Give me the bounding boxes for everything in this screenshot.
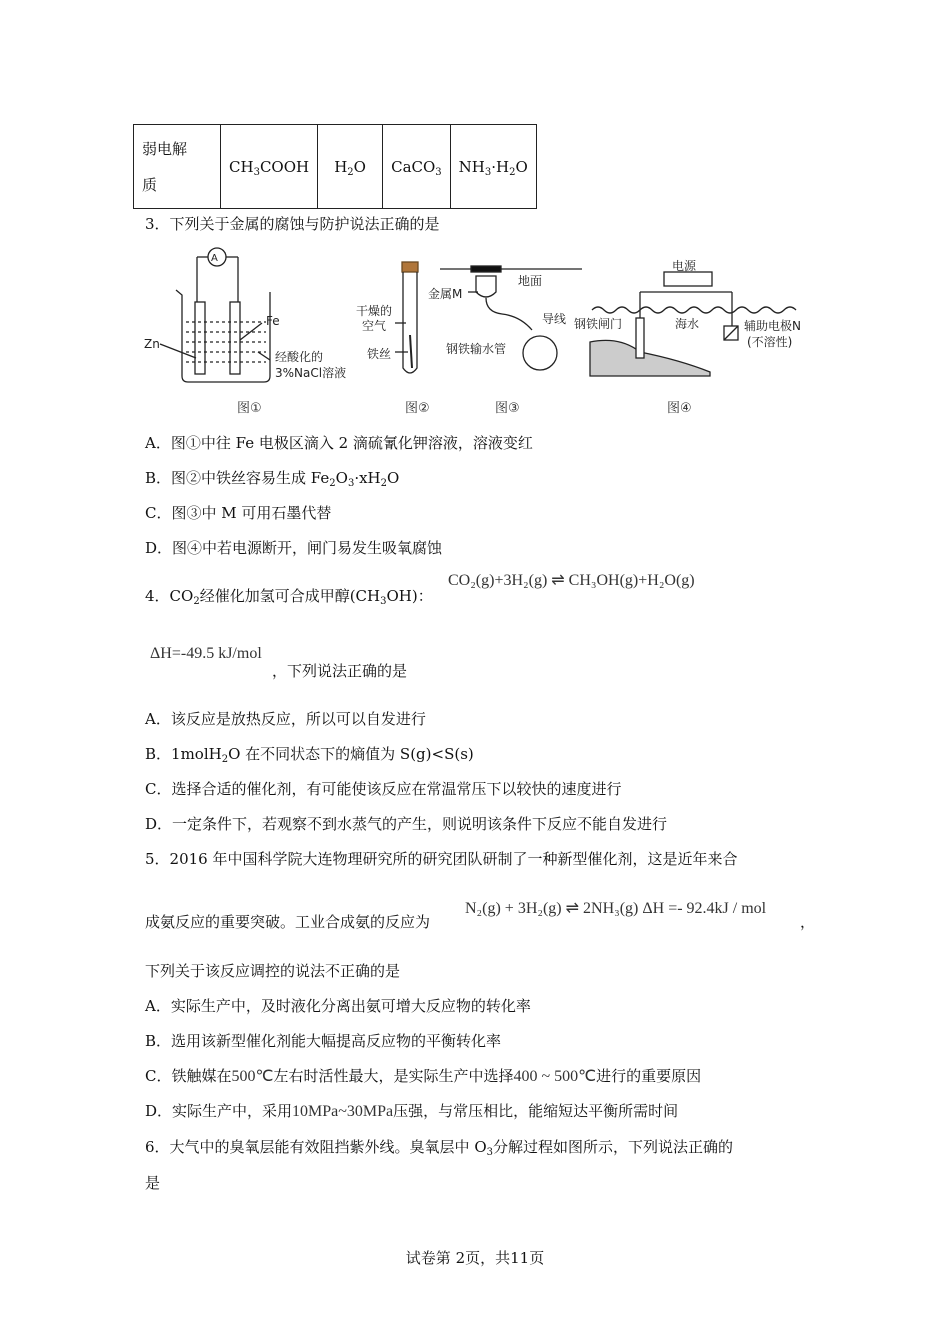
figure-2-test-tube (395, 262, 418, 373)
figure-1-caption: 图① (237, 401, 262, 416)
q5-option-d[interactable]: D．实际生产中，采用10MPa~30MPa压强，与常压相比，能缩短达平衡所需时间 (145, 1102, 679, 1120)
electrolyte-table (133, 124, 537, 209)
q4-option-c[interactable]: C．选择合适的催化剂，有可能使该反应在常温常压下以较快的速度进行 (145, 780, 622, 798)
solution-label-1: 经酸化的 (275, 350, 324, 364)
q4-option-d[interactable]: D．一定条件下，若观察不到水蒸气的产生，则说明该条件下反应不能自发进行 (145, 815, 668, 833)
table-label-cell: 弱电解 质 (134, 125, 221, 209)
figure-2-caption: 图② (405, 401, 430, 416)
ground-label: 地面 (518, 274, 543, 288)
cell-ch3cooh: $CH_3COOH$ (221, 125, 318, 209)
cell-nh3h2o: $NH_3\cdot H_2O$ (450, 125, 536, 209)
q3-figures (140, 240, 820, 420)
steel-gate-label: 钢铁闸门 (574, 317, 623, 331)
q5-stem-2: 成氨反应的重要突破。工业合成氨的反应为 (145, 913, 431, 931)
zn-label: Zn (144, 337, 160, 351)
cell-caco3: CaCO$_3$ (383, 125, 451, 209)
aux-electrode-label: 辅助电极N (744, 319, 801, 333)
q3-stem: 3．下列关于金属的腐蚀与防护说法正确的是 (145, 215, 440, 233)
figure-1-galvanic-cell (160, 248, 270, 382)
iron-wire-label: 铁丝 (367, 347, 392, 361)
q3-option-d[interactable]: D．图④中若电源断开，闸门易发生吸氧腐蚀 (145, 539, 443, 557)
cell-h2o: $H_2O$ (318, 125, 383, 209)
q4-equation: CO₂(g)+3H₂(g) ⇌ CH₃OH(g)+H₂O(g) (448, 572, 695, 589)
q5-stem-1: 5．2016 年中国科学院大连物理研究所的研究团队研制了一种新型催化剂，这是近年来合 (145, 850, 738, 868)
ammeter-label: A (211, 253, 218, 264)
q5-stem-3: 下列关于该反应调控的说法不正确的是 (145, 962, 401, 980)
q3-option-a[interactable]: A．图①中往 Fe 电极区滴入 2 滴硫氰化钾溶液，溶液变红 (145, 434, 533, 452)
dry-air-label-2: 空气 (362, 319, 387, 333)
q3-option-c[interactable]: C．图③中 M 可用石墨代替 (145, 504, 332, 522)
q5-comma: ， (800, 913, 816, 931)
q6-stem-2: 是 (145, 1174, 161, 1192)
q5-equation: N₂(g) + 3H₂(g) ⇌ 2NH₃(g) ΔH =- 92.4kJ / mol (465, 900, 767, 917)
q3-option-b[interactable]: B．图②中铁丝容易生成 $Fe_2O_3\cdot xH_2O$ (145, 469, 400, 489)
q4-stem: 4．$CO_2$经催化加氢可合成甲醇$(CH_3OH)$： (145, 587, 433, 607)
q5-option-a[interactable]: A．实际生产中，及时液化分离出氨可增大反应物的转化率 (145, 997, 531, 1015)
insoluble-label: (不溶性) (747, 335, 793, 349)
q4-stem-tail: ，下列说法正确的是 (272, 662, 408, 680)
q5-option-b[interactable]: B．选用该新型催化剂能大幅提高反应物的平衡转化率 (145, 1032, 502, 1050)
fe-label: Fe (266, 314, 280, 328)
q5-option-c[interactable]: C．铁触媒在500℃左右时活性最大，是实际生产中选择400 ~ 500℃进行的重要原因 (145, 1067, 702, 1085)
figure-3-caption: 图③ (495, 401, 520, 416)
solution-label-2: 3%NaCl溶液 (275, 366, 347, 380)
seawater-label: 海水 (675, 317, 700, 331)
metal-m-label: 金属M (428, 287, 463, 301)
q6-stem-1: 6．大气中的臭氧层能有效阻挡紫外线。臭氧层中 $O_3$分解过程如图所示，下列说法正确的 (145, 1138, 734, 1158)
q4-option-a[interactable]: A．该反应是放热反应，所以可以自发进行 (145, 710, 426, 728)
q4-enthalpy: ΔH=-49.5 kJ/mol (150, 645, 262, 662)
page-footer: 试卷第 2页，共11页 (405, 1249, 545, 1267)
power-label: 电源 (672, 259, 697, 273)
wire-label: 导线 (542, 312, 567, 326)
figure-4-caption: 图④ (667, 401, 692, 416)
q4-option-b[interactable]: B．1molH$_2$O 在不同状态下的熵值为 S(g)<S(s) (145, 745, 474, 765)
dry-air-label-1: 干燥的 (356, 304, 393, 318)
water-pipe-label: 钢铁输水管 (446, 342, 507, 356)
